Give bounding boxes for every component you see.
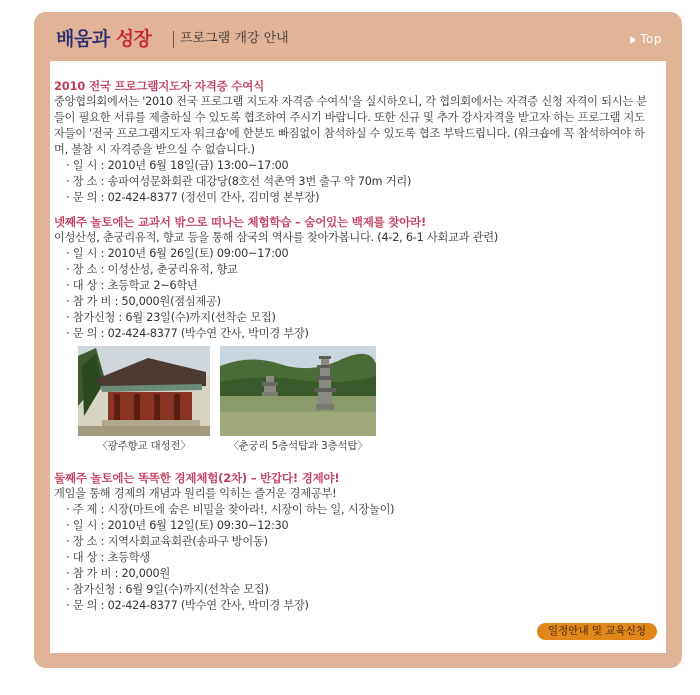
section-title: 둘째주 놀토에는 똑똑한 경제체험(2차) – 반갑다! 경제야! bbox=[54, 471, 340, 485]
detail-date: · 일 시 : 2010년 6월 12일(토) 09:30~12:30 bbox=[66, 519, 289, 532]
announcement-list bbox=[54, 78, 654, 614]
section-economy-experience bbox=[54, 470, 654, 614]
schedule-and-apply-button[interactable]: 일정안내 및 교육신청 bbox=[537, 623, 657, 640]
detail-list bbox=[66, 502, 654, 614]
page-subtitle: 프로그램 개강 안내 bbox=[180, 31, 289, 46]
top-link-label: Top bbox=[640, 32, 662, 46]
detail-fee: · 참 가 비 : 20,000원 bbox=[66, 567, 171, 580]
detail-place: · 장 소 : 지역사회교육회관(송파구 방이동) bbox=[66, 535, 268, 548]
section-certificate-ceremony bbox=[54, 78, 654, 206]
photo-gallery bbox=[54, 346, 654, 452]
detail-date: · 일 시 : 2010년 6월 26일(토) 09:00~17:00 bbox=[66, 247, 289, 260]
detail-fee: · 참 가 비 : 50,000원(점심제공) bbox=[66, 295, 221, 308]
section-baekje-field-trip bbox=[54, 214, 654, 452]
title-part-learning: 배움과 bbox=[56, 28, 116, 50]
title-part-growth: 성장 bbox=[115, 28, 152, 50]
page-header bbox=[56, 26, 662, 52]
detail-contact: · 문 의 : 02-424-8377 (정선미 간사, 김미영 본부장) bbox=[66, 191, 320, 204]
photo-caption: 〈춘궁리 5층석탑과 3층석탑〉 bbox=[228, 440, 368, 452]
title-divider bbox=[173, 31, 174, 48]
detail-list bbox=[66, 246, 654, 342]
detail-contact: · 문 의 : 02-424-8377 (박수연 간사, 박미경 부장) bbox=[66, 327, 309, 340]
detail-date: · 일 시 : 2010년 6월 18일(금) 13:00~17:00 bbox=[66, 159, 289, 172]
section-intro: 이성산성, 춘궁리유적, 향교 등을 통해 삼국의 역사를 찾아가봅니다. (4-2, 6-1 사회교과 관련) bbox=[54, 231, 499, 244]
detail-registration: · 참가신청 : 6월 9일(수)까지(선착순 모집) bbox=[66, 583, 269, 596]
section-title: 2010 전국 프로그램지도자 자격증 수여식 bbox=[54, 79, 265, 93]
detail-registration: · 참가신청 : 6월 23일(수)까지(선착순 모집) bbox=[66, 311, 276, 324]
detail-target: · 대 상 : 초등학교 2~6학년 bbox=[66, 279, 198, 292]
play-arrow-icon bbox=[630, 36, 636, 44]
top-link[interactable] bbox=[630, 26, 662, 52]
detail-contact: · 문 의 : 02-424-8377 (박수연 간사, 박미경 부장) bbox=[66, 599, 309, 612]
detail-place: · 장 소 : 이성산성, 춘궁리유적, 향교 bbox=[66, 263, 238, 276]
section-title: 넷째주 놀토에는 교과서 밖으로 떠나는 체험학습 – 숨어있는 백제를 찾아라! bbox=[54, 215, 427, 229]
traditional-hall-photo bbox=[78, 346, 210, 436]
section-intro: 게임을 통해 경제의 개념과 원리를 익히는 즐거운 경제공부! bbox=[54, 487, 337, 500]
detail-place: · 장 소 : 송파여성문화회관 대강당(8호선 석촌역 3번 출구 약 70m 거리) bbox=[66, 175, 412, 188]
section-intro: 중앙협의회에서는 '2010 전국 프로그램 지도자 자격증 수여식'을 실시하오니, 각 협의회에서는 자격증 신청 자격이 되시는 분들이 필요한 서류를 제출하실 수 있도록 협조하여 주시기 바랍니다. 또한 신규 및 추가 강사자격을 받고자 하는 프로그램 지도자들이 '전국 프로그램지도자 워크숍'에 한분도 빠짐없이 참석하실 수 있도록 협조 부탁드립니다. (워크숍에 꼭 참석하여야 하며, 불참 시 자격증을 받으실 수 없습니다.) bbox=[54, 95, 647, 156]
photo-caption: 〈광주향교 대성전〉 bbox=[97, 440, 191, 452]
detail-list bbox=[66, 158, 654, 206]
detail-topic: · 주 제 : 시장(마트에 숨은 비밀을 찾아라!, 시장이 하는 일, 시장놀이) bbox=[66, 503, 395, 516]
page-title bbox=[56, 26, 151, 52]
stone-pagoda-photo bbox=[220, 346, 376, 436]
detail-target: · 대 상 : 초등학생 bbox=[66, 551, 150, 564]
